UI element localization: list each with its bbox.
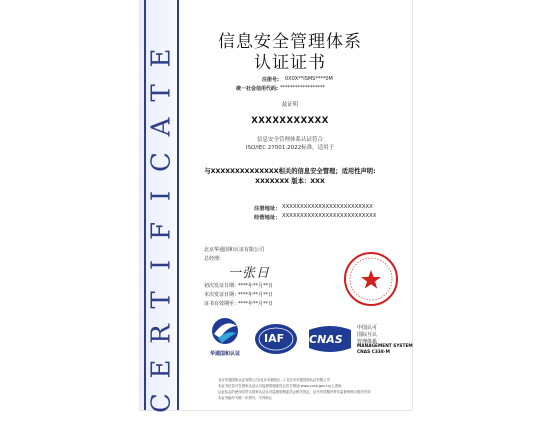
president-label: 总经理： <box>204 256 225 262</box>
vertical-letter: E <box>146 359 177 378</box>
cnas-cn-line2: 国际互认 <box>357 332 378 338</box>
president-signature: 一张日 <box>228 266 271 281</box>
reg-address-value: XXXXXXXXXXXXXXXXXXXXXXXXX <box>282 204 373 210</box>
cnas-cn-line1: 中国认可 <box>357 325 378 331</box>
current-issue-label: 本次发证日期： <box>204 292 240 298</box>
current-issue-value: ****年**月**日 <box>238 292 274 298</box>
credit-code-label: 统一社会信用代码: <box>236 86 279 92</box>
vertical-letter: T <box>146 83 177 102</box>
vertical-letter: I <box>146 190 177 202</box>
op-address-label: 经营地址： <box>254 215 281 221</box>
first-issue-label: 初次发证日期： <box>204 283 240 289</box>
footer-line1: 北京华通国和认证有限公司(北京市朝阳区...) 北京市华通国和认证有限公司 <box>218 378 331 382</box>
cnas-en-line2: CNAS C338-M <box>357 350 390 355</box>
company-logo-icon <box>206 316 244 346</box>
first-issue-value: ****年**月**日 <box>238 283 274 289</box>
vertical-certificate-text <box>140 10 183 413</box>
certificate-title-line2: 认证证书 <box>254 53 326 73</box>
vertical-letter: C <box>146 151 177 172</box>
vertical-letter: A <box>146 117 177 137</box>
vertical-letter: R <box>146 324 177 344</box>
certificate-title-line1: 信息安全管理体系 <box>218 32 362 52</box>
cnas-en-line1: MANAGEMENT SYSTEM <box>357 344 413 349</box>
conformity-line1: 信息安全管理体系认证符合 <box>256 137 323 143</box>
footer-line3: 认证标志的使用应符合国家认证认可监督管理委员会相关规定，证书有效期内每年监督审核合格后有效 <box>218 390 371 394</box>
vertical-letter: T <box>146 290 177 309</box>
credit-code-value: ****************** <box>280 85 325 91</box>
issuer-name: 北京华通国和认证有限公司 <box>204 247 265 253</box>
hereby-certify: 兹证明 <box>281 102 299 108</box>
reg-no-value: 0X0X**ISMS****0M <box>285 76 333 82</box>
scope-line2: XXXXXXX 版本：XXX <box>255 178 325 185</box>
iaf-logo-text: IAF <box>264 332 285 345</box>
company-name: XXXXXXXXXXX <box>251 116 329 126</box>
company-logo-text: 华通国和认证 <box>210 351 241 357</box>
op-address-value: XXXXXXXXXXXXXXXXXXXXXXXXXX <box>282 213 377 219</box>
footer-line2: 本证书信息可在国家认证认可监督管理委员会官方网站(www.cnca.gov.cn)上查询 <box>218 384 342 388</box>
scope-line1: 与XXXXXXXXXXXXXX相关的信息安全管理；适用性声明: <box>204 168 376 175</box>
vertical-letter: I <box>146 259 177 271</box>
footer-line4: 本证书编号为唯一识别号，不得转让 <box>218 396 273 400</box>
valid-until-label: 证书有效期至： <box>204 301 240 307</box>
vertical-letter: E <box>146 48 177 68</box>
vertical-letter: C <box>146 393 177 413</box>
valid-until-value: ****年**月**日 <box>238 301 274 307</box>
cnas-cn-line3: 管理体系 <box>357 339 378 345</box>
vertical-letter: F <box>146 221 177 240</box>
cnas-logo-text: CNAS <box>309 333 343 346</box>
reg-no-label: 注册号: <box>262 77 279 83</box>
company-seal-icon <box>342 250 400 308</box>
reg-address-label: 注册地址： <box>254 206 281 212</box>
conformity-line2: ISO/IEC 27001:2022标准，适用于 <box>245 145 335 151</box>
